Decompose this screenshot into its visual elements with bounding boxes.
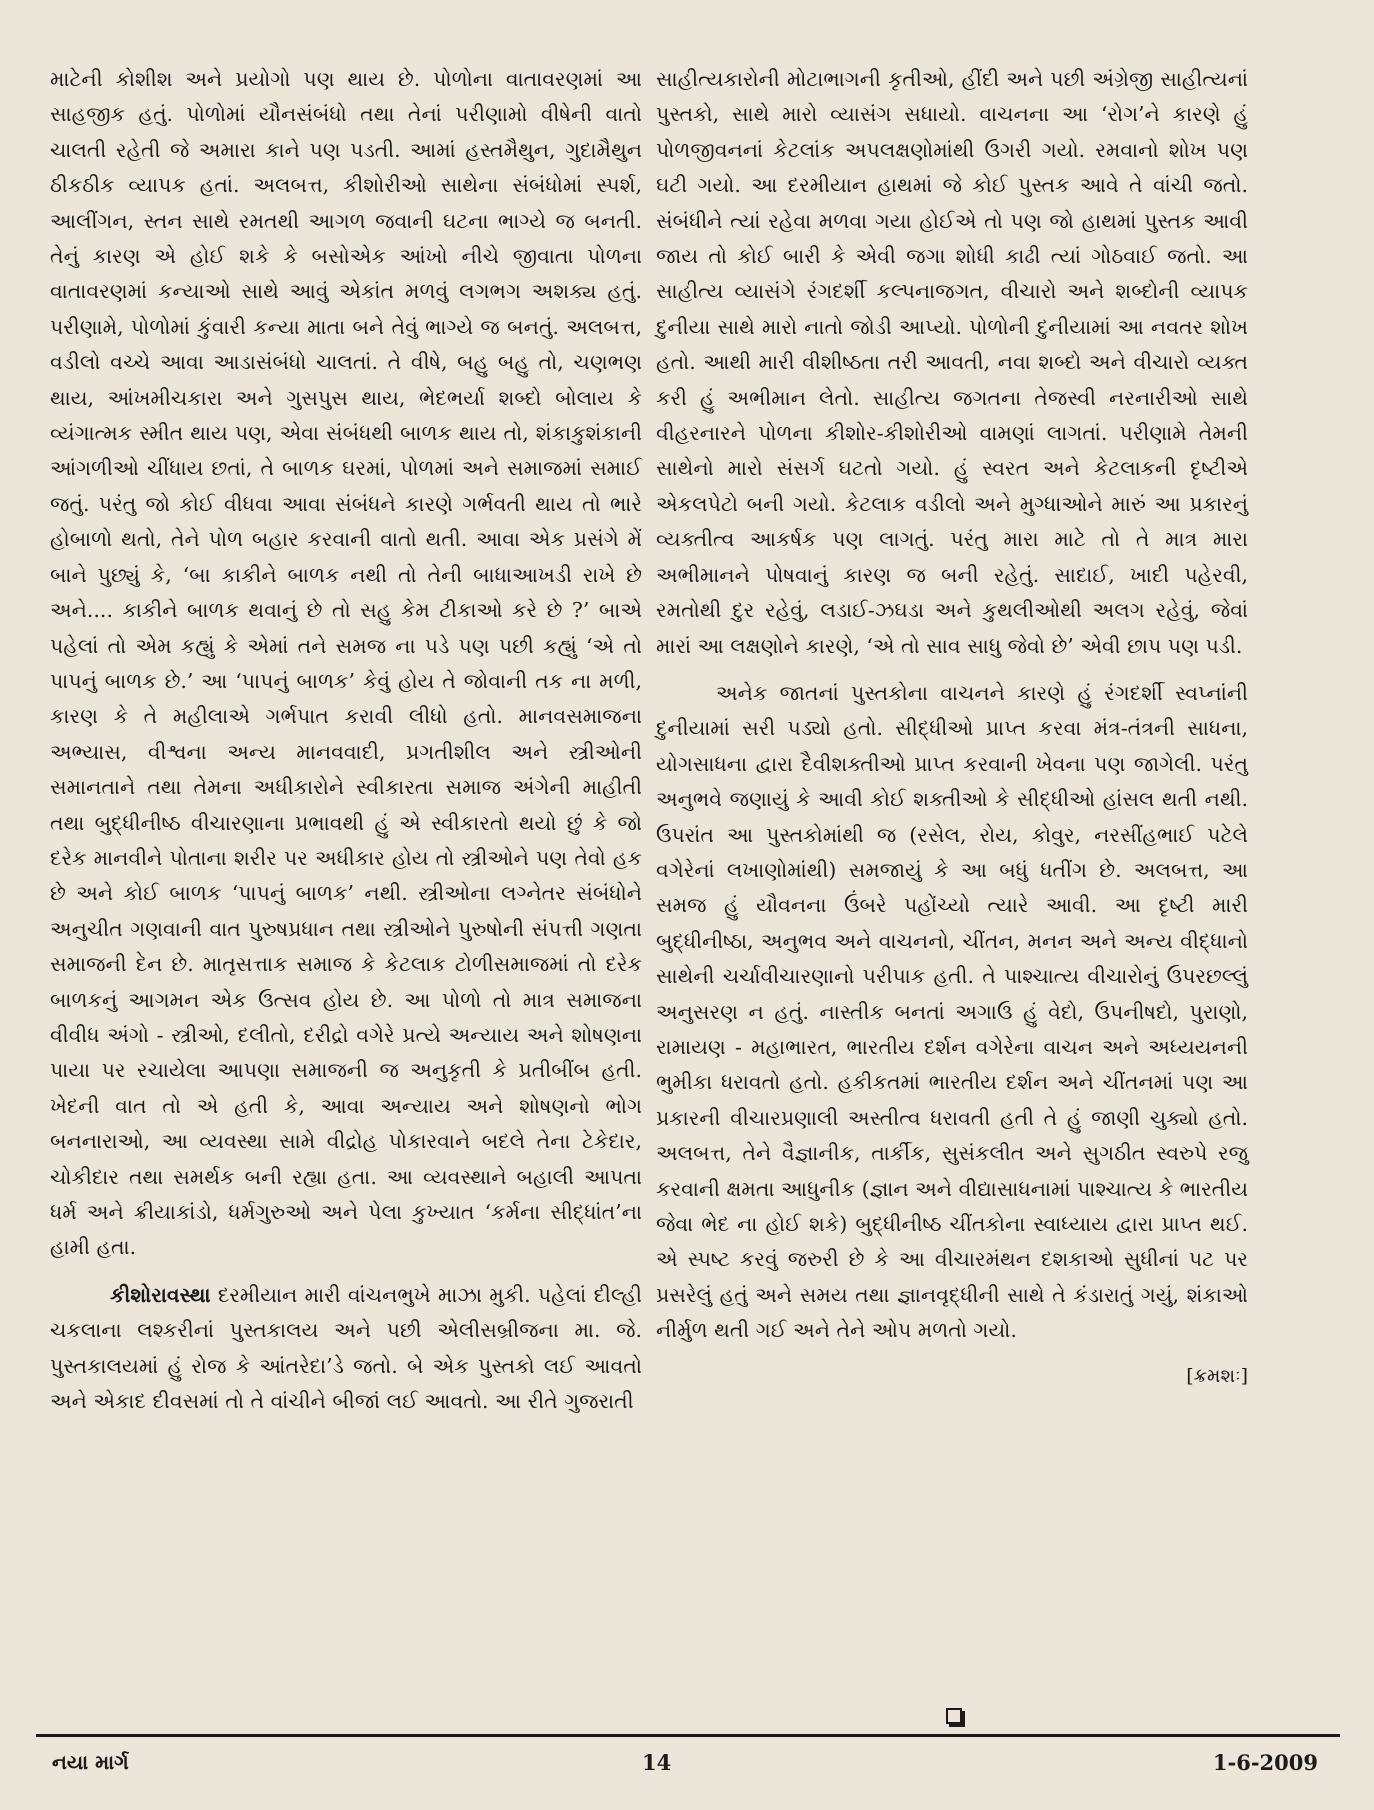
footer-publication-name: નયા માર્ગ bbox=[52, 1750, 129, 1774]
right-paragraph-1: સાહીત્યકારોની મોટાભાગની કૃતીઓ, હીંદી અને પછી અંગ્રેજી સાહીત્યનાં પુસ્તકો, સાથે મારો વ્યાસંગ સધાયો. વાચનના આ ‘રોગ’ને કારણે હું પોળજીવનનાં કેટલાંક અપલક્ષણોમાંથી ઉગરી ગયો. રમવાનો શોખ પણ ઘટી ગયો. આ દરમીયાન હાથમાં જે કોઈ પુસ્તક આવે તે વાંચી જતો. સંબંધીને ત્યાં રહેવા મળવા ગયા હોઈએ તો પણ જો હાથમાં પુસ્તક આવી જાય તો કોઈ બારી કે એવી જગા શોધી કાઢી ત્યાં ગોઠવાઈ જતો. આ સાહીત્ય વ્યાસંગે રંગદર્શી કલ્પનાજગત, વીચારો અને શબ્દોની વ્યાપક દુનીયા સાથે મારો નાતો જોડી આપ્યો. પોળોની દુનીયામાં આ નવતર શોખ હતો. આથી મારી વીશીષ્ઠતા તરી આવતી, નવા શબ્દો અને વીચારો વ્યક્ત કરી હું અભીમાન લેતો. સાહીત્ય જગતના તેજસ્વી નરનારીઓ સાથે વીહરનારને પોળના કીશોર-કીશોરીઓ વામણાં લાગતાં. પરીણામે તેમની સાથેનો મારો સંસર્ગ ઘટતો ગયો. હું સ્વરત અને કેટલાકની દૃષ્ટીએ એકલપેટો બની ગયો. કેટલાક વડીલો અને મુગ્ધાઓને મારું આ પ્રકારનું વ્યક્તીત્વ આકર્ષક પણ લાગતું. પરંતુ મારા માટે તો તે માત્ર મારા અભીમાનને પોષવાનું કારણ જ બની રહેતું. સાદાઈ, ખાદી પહેરવી, રમતોથી દુર રહેવું, લડાઈ-ઝઘડા અને કુથલીઓથી અલગ રહેવું, જેવાં મારાં આ લક્ષણોને કારણે, ‘એ તો સાવ સાધુ જેવો છે’ એવી છાપ પણ પડી. bbox=[656, 67, 1248, 658]
footer-page-number: 14 bbox=[642, 1750, 672, 1775]
continued-marker: [ક્રમશઃ] bbox=[1186, 1364, 1248, 1387]
end-of-article-square-icon bbox=[946, 1708, 962, 1724]
left-paragraph-2-body: દરમીયાન મારી વાંચનભુખે માઝા મુકી. પહેલાં દીલ્હી ચકલાના લશ્કરીનાં પુસ્તકાલય અને પછી એલીસબ્રીજના મા. જે. પુસ્તકાલયમાં હું રોજ કે આંતરેદા’ડે જતો. બે એક પુસ્તકો લઈ આવતો અને એકાદ દીવસમાં તો તે વાંચીને બીજાં લઈ આવતો. આ રીતે ગુજરાતી bbox=[50, 1282, 642, 1414]
left-paragraph-2 bbox=[50, 1278, 642, 1420]
left-paragraph-1: માટેની કોશીશ અને પ્રયોગો પણ થાય છે. પોળોના વાતાવરણમાં આ સાહજીક હતું. પોળોમાં યૌનસંબંધો તથા તેનાં પરીણામો વીષેની વાતો ચાલતી રહેતી જે અમારા કાને પણ પડતી. આમાં હસ્તમૈથુન, ગુદામૈથુન ઠીકઠીક વ્યાપક હતાં. અલબત્ત, કીશોરીઓ સાથેના સંબંધોમાં સ્પર્શ, આલીંગન, સ્તન સાથે રમતથી આગળ જવાની ઘટના ભાગ્યે જ બનતી. તેનું કારણ એ હોઈ શકે કે બસોએક આંખો નીચે જીવાતા પોળના વાતાવરણમાં કન્યાઓ સાથે આવું એકાંત મળવું લગભગ અશક્ય હતું. પરીણામે, પોળોમાં કુંવારી કન્યા માતા બને તેવું ભાગ્યે જ બનતું. અલબત્ત, વડીલો વચ્ચે આવા આડાસંબંધો ચાલતાં. તે વીષે, બહુ બહુ તો, ચણભણ થાય, આંખમીચકારા અને ગુસપુસ થાય, ભેદભર્યા શબ્દો બોલાય કે વ્યંગાત્મક સ્મીત થાય પણ, એવા સંબંધથી બાળક થાય તો, શંકાકુશંકાની આંગળીઓ ચીંધાય છતાં, તે બાળક ઘરમાં, પોળમાં અને સમાજમાં સમાઈ જતું. પરંતુ જો કોઈ વીધવા આવા સંબંધને કારણે ગર્ભવતી થાય તો ભારે હોબાળો થતો, તેને પોળ બહાર કરવાની વાતો થતી. આવા એક પ્રસંગે મેં બાને પુછ્યું કે, ‘બા કાકીને બાળક નથી તો તેની બાધાઆખડી રાખે છે અને.... કાકીને બાળક થવાનું છે તો સહુ કેમ ટીકાઓ કરે છે ?’ બાએ પહેલાં તો એમ કહ્યું કે એમાં તને સમજ ના પડે પણ પછી કહ્યું ‘એ તો પાપનું બાળક છે.’ આ ‘પાપનું બાળક’ કેવું હોય તે જોવાની તક ના મળી, કારણ કે તે મહીલાએ ગર્ભપાત કરાવી લીધો હતો. માનવસમાજના અભ્યાસ, વીશ્વના અન્ય માનવવાદી, પ્રગતીશીલ અને સ્ત્રીઓની સમાનતાને તથા તેમના અધીકારોને સ્વીકારતા સમાજ અંગેની માહીતી તથા બુદ્ધીનીષ્ઠ વીચારણાના પ્રભાવથી હું એ સ્વીકારતો થયો છું કે જો દરેક માનવીને પોતાના શરીર પર અધીકાર હોય તો સ્ત્રીઓને પણ તેવો હક છે અને કોઈ બાળક ‘પાપનું બાળક’ નથી. સ્ત્રીઓના લગ્નેતર સંબંધોને અનુચીત ગણવાની વાત પુરુષપ્રધાન તથા સ્ત્રીઓને પુરુષોની સંપત્તી ગણતા સમાજની દેન છે. માતૃસત્તાક સમાજ કે કેટલાક ટોળીસમાજમાં તો દરેક બાળકનું આગમન એક ઉત્સવ હોય છે. આ પોળો તો માત્ર સમાજના વીવીધ અંગો - સ્ત્રીઓ, દલીતો, દરીદ્રો વગેરે પ્રત્યે અન્યાય અને શોષણના પાયા પર રચાયેલા આપણા સમાજની જ અનુકૃતી કે પ્રતીબીંબ હતી. ખેદની વાત તો એ હતી કે, આવા અન્યાય અને શોષણનો ભોગ બનનારાઓ, આ વ્યવસ્થા સામે વીદ્રોહ પોકારવાને બદલે તેના ટેકેદાર, ચોકીદાર તથા સમર્થક બની રહ્યા હતા. આ વ્યવસ્થાને બહાલી આપતા ધર્મ અને ક્રીયાકાંડો, ધર્મગુરુઓ અને પેલા કુખ્યાત ‘કર્મના સીદ્ધાંત’ના હામી હતા. bbox=[50, 67, 642, 1260]
footer-divider bbox=[36, 1734, 1340, 1737]
right-column bbox=[656, 62, 1248, 1394]
footer-date: 1-6-2009 bbox=[1212, 1750, 1318, 1775]
right-paragraph-2: અનેક જાતનાં પુસ્તકોના વાચનને કારણે હું રંગદર્શી સ્વપ્નાંની દુનીયામાં સરી પડ્યો હતો. સીદ્ધીઓ પ્રાપ્ત કરવા મંત્ર-તંત્રની સાધના, યોગસાધના દ્વારા દૈવીશક્તીઓ પ્રાપ્ત કરવાની ખેવના પણ જાગેલી. પરંતુ અનુભવે જણાયું કે આવી કોઈ શક્તીઓ કે સીદ્ધીઓ હાંસલ થતી નથી. ઉપરાંત આ પુસ્તકોમાંથી જ (રસેલ, રોય, કોવુર, નરસીંહભાઈ પટેલે વગેરેનાં લખાણોમાંથી) સમજાયું કે આ બધું ધતીંગ છે. અલબત્ત, આ સમજ હું યૌવનના ઉંબરે પહોંચ્યો ત્યારે આવી. આ દૃષ્ટી મારી બુદ્ધીનીષ્ઠા, અનુભવ અને વાચનનો, ચીંતન, મનન અને અન્ય વીદ્ધાનો સાથેની ચર્ચાવીચારણાનો પરીપાક હતી. તે પાશ્ચાત્ય વીચારોનું ઉપરછલ્લું અનુસરણ ન હતું. નાસ્તીક બનતાં અગાઉ હું વેદો, ઉપનીષદો, પુરાણો, રામાયણ - મહાભારત, ભારતીય દર્શન વગેરેના વાચન અને અધ્યયનની ભુમીકા ધરાવતો હતો. હકીકતમાં ભારતીય દર્શન અને ચીંતનમાં પણ આ પ્રકારની વીચારપ્રણાલી અસ્તીત્વ ધરાવતી હતી તે હું જાણી ચુક્યો હતો. અલબત્ત, તેને વૈજ્ઞાનીક, તાર્કીક, સુસંકલીત અને સુગઠીત સ્વરુપે રજુ કરવાની ક્ષમતા આધુનીક (જ્ઞાન અને વીદ્યાસાધનામાં પાશ્ચાત્ય કે ભારતીય જેવા ભેદ ના હોઈ શકે) બુદ્ધીનીષ્ઠ ચીંતકોના સ્વાધ્યાય દ્વારા પ્રાપ્ત થઈ. એ સ્પષ્ટ કરવું જરુરી છે કે આ વીચારમંથન દશકાઓ સુધીનાં પટ પર પ્રસરેલું હતું અને સમય તથા જ્ઞાનવૃદ્ધીની સાથે તે કંડારાતું ગયું, શંકાઓ નીર્મુળ થતી ગઈ અને તેને ઓપ મળતો ગયો. bbox=[656, 680, 1248, 1343]
left-paragraph-2-lead: કીશોરાવસ્થા bbox=[110, 1282, 211, 1307]
left-column bbox=[50, 62, 642, 1419]
